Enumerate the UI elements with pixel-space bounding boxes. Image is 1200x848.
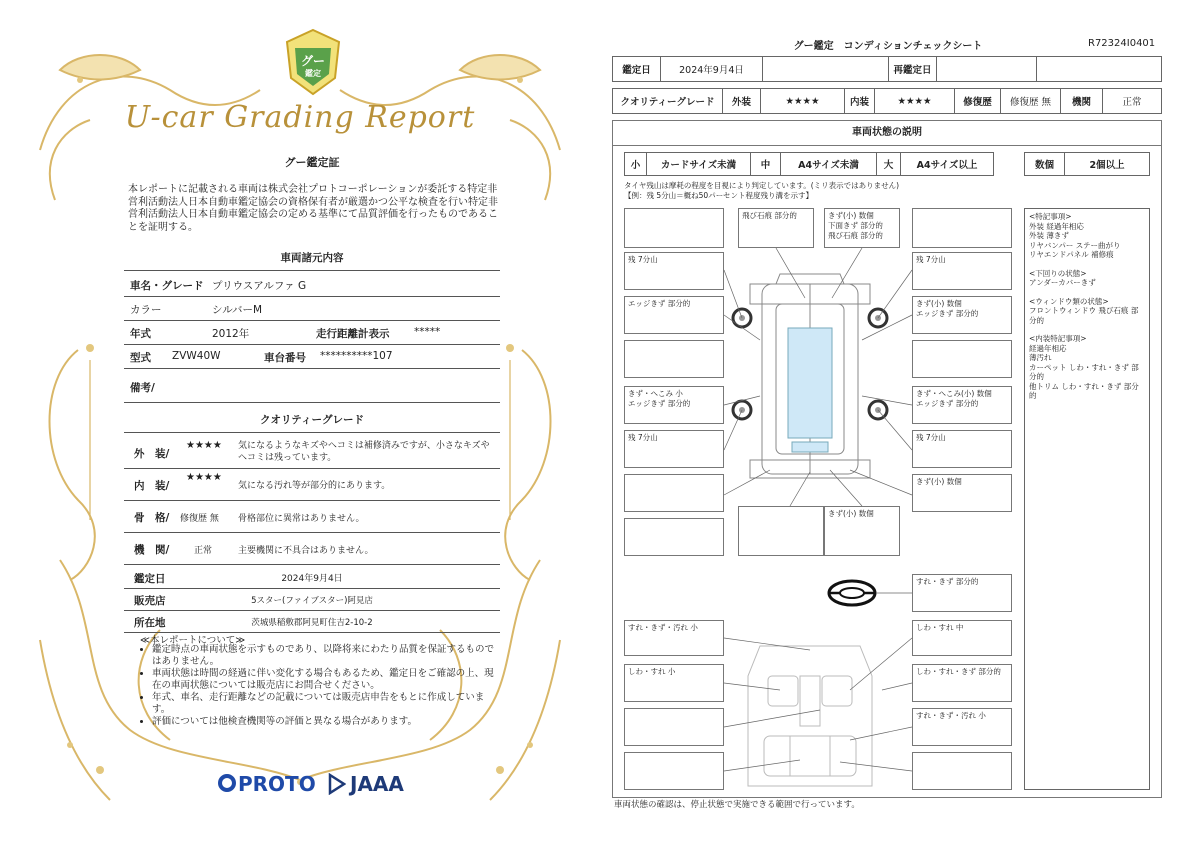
interior-grade-label: 内装	[845, 89, 875, 113]
exterior-box: きず(小) 数個 エッジきず 部分的	[912, 296, 1012, 334]
note-line: <下回りの状態>	[1029, 268, 1087, 278]
about-heading: ≪本レポートについて≫	[140, 635, 246, 646]
engine-grade-label: 機関	[1061, 89, 1103, 113]
note-line: 他トリム しわ・すれ・きず 部分的	[1029, 381, 1139, 400]
model-label: 型式	[130, 352, 151, 364]
condition-section-title: 車両状態の説明	[613, 121, 1161, 146]
repair-history-label: 修復歴	[955, 89, 1001, 113]
chassis-label: 車台番号	[264, 352, 306, 364]
engine-value: 正常	[194, 546, 213, 556]
interior-box: しわ・すれ 小	[624, 664, 724, 702]
note-line: アンダーカバーきず	[1029, 278, 1096, 287]
exterior-box: 残 7分山	[912, 430, 1012, 468]
note-line: フロントウィンドウ 飛び石痕 部分的	[1029, 306, 1139, 325]
engine-grade-value: 正常	[1122, 97, 1142, 108]
interior-box: しわ・すれ 中	[912, 620, 1012, 656]
info-row-date	[124, 568, 500, 589]
engine-text: 主要機関に不具合はありません。	[238, 546, 374, 556]
engine-label: 機 関/	[134, 544, 170, 556]
exterior-box: きず(小) 数個	[912, 474, 1012, 512]
year-value: 2012年	[212, 328, 250, 340]
reappraisal-date-label: 再鑑定日	[889, 57, 937, 81]
interior-box: しわ・すれ・きず 部分的	[912, 664, 1012, 702]
size-large-desc: A4サイズ以上	[916, 160, 978, 171]
info-row-address	[124, 612, 500, 633]
badge-text-kantei: 鑑定	[305, 69, 321, 78]
exterior-box: きず(小) 数個 下面きず 部分的 飛び石痕 部分的	[824, 208, 900, 248]
tire-note-2: 【例：残 5分山＝概ね50パーセント程度残り溝を示す】	[624, 191, 814, 200]
size-mid: 中	[751, 153, 781, 175]
note-line: カーペット しわ・すれ・きず 部分的	[1029, 362, 1139, 381]
quality-row-engine	[124, 534, 500, 565]
repair-history-value: 修復歴 無	[1001, 89, 1061, 113]
about-item: • 車両状態は時間の経過に伴い変化する場合もあるため、鑑定日をご確認の上、現在の車両状態については販売店にお問合せください。	[152, 668, 502, 692]
remarks-label: 備考/	[130, 382, 155, 394]
odometer-value: *****	[414, 326, 441, 338]
quality-row-interior	[124, 470, 500, 501]
name-label: 車名・グレード	[130, 280, 204, 292]
sheet-title: グー鑑定 コンディションチェックシート	[793, 41, 983, 52]
note-line: <ウィンドウ類の状態>	[1029, 296, 1109, 306]
jaaa-logo	[328, 770, 404, 798]
spec-row-year	[124, 322, 500, 345]
quality-row-frame	[124, 502, 500, 533]
interior-box: すれ・きず 部分的	[912, 574, 1012, 612]
chassis-value: **********107	[320, 350, 393, 362]
exterior-box: 残 7分山	[624, 252, 724, 290]
spec-heading-line	[124, 270, 500, 271]
exterior-label: 外 装/	[134, 448, 170, 460]
exterior-box: きず・へこみ(小) 数個 エッジきず 部分的	[912, 386, 1012, 424]
size-small-desc: カードサイズ未満	[647, 153, 751, 175]
appraisal-date-label: 鑑定日	[613, 57, 661, 81]
note-line: リヤエンドパネル 補修痕	[1029, 250, 1114, 259]
odometer-label: 走行距離計表示	[316, 328, 390, 340]
jaaa-mark-icon	[328, 773, 346, 795]
dealer-value: 5スター(ファイブスター)阿見店	[251, 596, 373, 606]
quality-row-exterior	[124, 436, 500, 469]
exterior-box: きず(小) 数個	[824, 506, 900, 556]
exterior-box: 残 7分山	[912, 252, 1012, 290]
frame-text: 骨格部位に異常はありません。	[238, 514, 365, 524]
certificate-intro: 本レポートに記載される車両は株式会社プロトコーポレーションが委託する特定非営利活動法人日本自動車鑑定協会の資格保有者が厳選かつ公平な検査を行い特定非営利活動法人日本自動車鑑定協会の定める基準にて品質評価を行ったものであることを証明する。	[128, 184, 498, 233]
count-label: 数個	[1025, 153, 1065, 175]
note-line: 薄汚れ	[1029, 353, 1052, 362]
exterior-stars: ★★★★	[186, 440, 222, 451]
interior-grade-value: ★★★★	[875, 89, 955, 113]
name-value: プリウスアルファ G	[212, 280, 307, 292]
sheet-footer: 車両状態の確認は、停止状態で実施できる範囲で行っています。	[614, 800, 860, 810]
dealer-label: 販売店	[134, 595, 166, 607]
note-line	[1029, 260, 1145, 269]
frame-label: 骨 格/	[134, 512, 170, 524]
note-line: 経過年相応	[1029, 343, 1067, 353]
note-line	[1029, 325, 1145, 334]
badge-text-goo: グー	[300, 54, 325, 68]
tire-note-1: タイヤ残山は摩耗の程度を目視により判定しています。(ミリ表示ではありません)	[624, 181, 900, 190]
quality-heading-line	[124, 432, 500, 433]
note-line: リヤバンパー ステー曲がり	[1029, 240, 1121, 250]
proto-logo	[218, 770, 316, 798]
proto-logo-text: PROTO	[238, 772, 316, 796]
model-value: ZVW40W	[172, 350, 221, 362]
note-line: <内装特記事項>	[1029, 334, 1087, 343]
date-value: 2024年9月4日	[281, 574, 343, 584]
interior-label: 内 装/	[134, 480, 170, 492]
goo-kantei-badge	[283, 28, 343, 98]
about-item: • 年式、車名、走行距離などの記載については販売店申告をもとに作成しています。	[152, 692, 502, 716]
report-script-title: U-car Grading Report	[124, 100, 476, 135]
about-list	[140, 644, 502, 728]
interior-stars: ★★★★	[186, 472, 222, 483]
note-line	[1029, 288, 1145, 297]
exterior-box: きず・へこみ 小 エッジきず 部分的	[624, 386, 724, 424]
count-desc: 2個以上	[1089, 160, 1125, 171]
note-line: 外装 薄きず	[1029, 231, 1069, 240]
proto-mark-icon	[218, 773, 236, 795]
year-label: 年式	[130, 328, 151, 340]
jaaa-logo-text: JAAA	[350, 772, 404, 796]
note-line: <特記事項>	[1029, 212, 1072, 221]
spec-row-color	[124, 298, 500, 321]
address-value: 茨城県稲敷郡阿見町住吉2-10-2	[251, 618, 373, 628]
info-row-dealer	[124, 590, 500, 611]
quality-grade-label: クオリティーグレード	[613, 89, 723, 113]
spec-row-remarks	[124, 372, 500, 403]
interior-box: すれ・きず・汚れ 小	[624, 620, 724, 656]
size-mid-desc: A4サイズ未満	[781, 153, 877, 175]
sheet-code: R72324I0401	[1088, 38, 1156, 49]
spec-heading: 車両諸元内容	[280, 252, 344, 264]
exterior-box: 残 7分山	[624, 430, 724, 468]
date-label: 鑑定日	[134, 573, 166, 585]
interior-text: 気になる汚れ等が部分的にあります。	[238, 481, 391, 491]
appraisal-date-value: 2024年9月4日	[661, 57, 763, 81]
spec-row-name	[124, 274, 500, 297]
exterior-box: 飛び石痕 部分的	[738, 208, 814, 248]
color-value: シルバーM	[212, 304, 263, 316]
exterior-text: 気になるようなキズやヘコミは補修済みですが、小さなキズやヘコミは残っています。	[238, 441, 490, 463]
color-label: カラー	[130, 304, 162, 316]
special-notes-panel	[1024, 208, 1150, 790]
size-small: 小	[625, 153, 647, 175]
condition-check-sheet	[600, 0, 1200, 848]
quality-heading: クオリティーグレード	[260, 414, 364, 426]
spec-row-model	[124, 346, 500, 369]
exterior-grade-value: ★★★★	[761, 89, 845, 113]
address-label: 所在地	[134, 617, 166, 629]
frame-value: 修復歴 無	[180, 514, 219, 524]
exterior-grade-label: 外装	[723, 89, 761, 113]
size-large: 大	[877, 153, 901, 175]
about-item: • 評価については他検査機関等の評価と異なる場合があります。	[152, 716, 502, 728]
about-item: • 鑑定時点の車両状態を示すものであり、以降将来にわたり品質を保証するものではありません。	[152, 644, 502, 668]
certificate-title: グー鑑定証	[284, 156, 340, 169]
exterior-box: エッジきず 部分的	[624, 296, 724, 334]
note-line: 外装 経過年相応	[1029, 221, 1084, 231]
interior-box: すれ・きず・汚れ 小	[912, 708, 1012, 746]
